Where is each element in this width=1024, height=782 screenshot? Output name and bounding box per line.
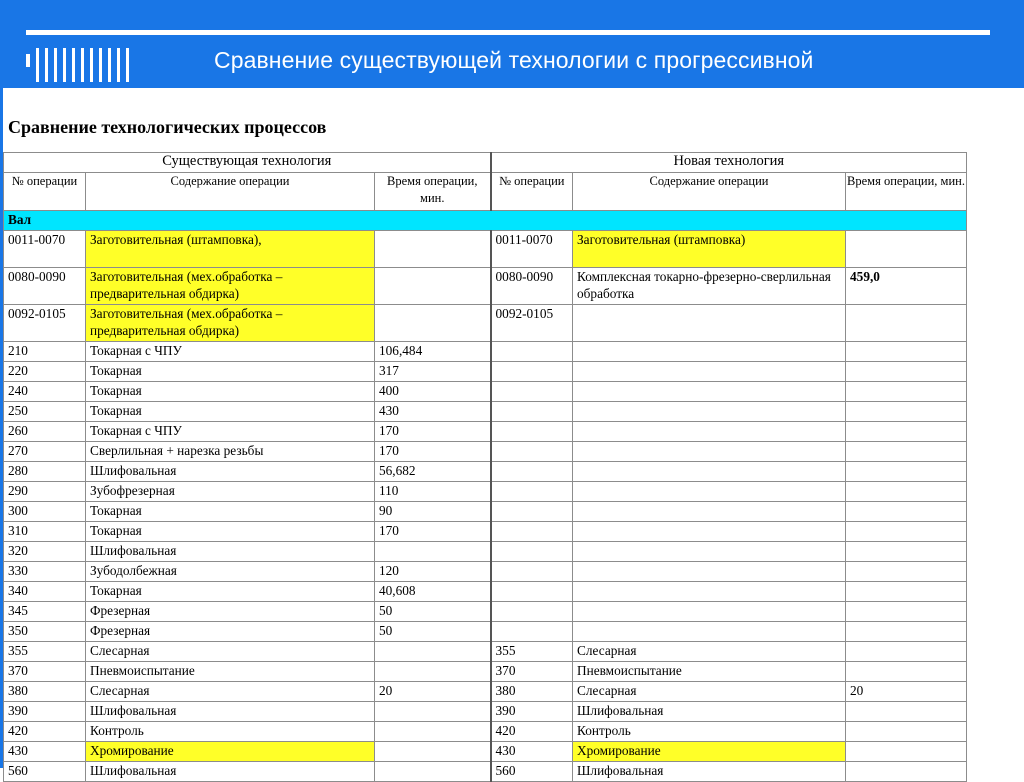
left-op-no: 430 xyxy=(4,742,86,762)
right-op-time xyxy=(846,502,967,522)
left-op-content: Сверлильная + нарезка резьбы xyxy=(86,442,375,462)
right-op-content xyxy=(573,622,846,642)
right-op-time xyxy=(846,342,967,362)
left-op-time: 50 xyxy=(375,622,491,642)
right-op-content: Пневмоиспытание xyxy=(573,662,846,682)
right-op-content xyxy=(573,482,846,502)
left-op-time xyxy=(375,702,491,722)
left-op-content: Слесарная xyxy=(86,642,375,662)
right-op-content xyxy=(573,462,846,482)
left-op-no: 355 xyxy=(4,642,86,662)
left-op-no: 280 xyxy=(4,462,86,482)
right-op-no: 380 xyxy=(491,682,573,702)
left-op-content: Токарная xyxy=(86,582,375,602)
left-op-content: Заготовительная (мех.обработка – предварительная обдирка) xyxy=(86,268,375,305)
right-op-no: 430 xyxy=(491,742,573,762)
right-op-content xyxy=(573,582,846,602)
left-op-content: Хромирование xyxy=(86,742,375,762)
right-op-time xyxy=(846,582,967,602)
left-op-time: 50 xyxy=(375,602,491,622)
left-op-content: Токарная xyxy=(86,502,375,522)
right-op-content: Слесарная xyxy=(573,642,846,662)
left-op-content: Шлифовальная xyxy=(86,702,375,722)
left-op-content: Фрезерная xyxy=(86,622,375,642)
left-op-no: 210 xyxy=(4,342,86,362)
right-op-no xyxy=(491,342,573,362)
left-op-time xyxy=(375,762,491,782)
table-row xyxy=(4,462,967,482)
group-label: Вал xyxy=(4,211,967,231)
right-op-time xyxy=(846,642,967,662)
right-op-time xyxy=(846,702,967,722)
table-row xyxy=(4,542,967,562)
left-op-content: Токарная xyxy=(86,522,375,542)
left-op-content: Заготовительная (мех.обработка – предварительная обдирка) xyxy=(86,305,375,342)
left-op-no: 330 xyxy=(4,562,86,582)
right-op-time xyxy=(846,442,967,462)
group-row xyxy=(4,211,967,231)
table-row xyxy=(4,482,967,502)
right-op-content xyxy=(573,562,846,582)
left-op-content: Зубодолбежная xyxy=(86,562,375,582)
left-op-no: 220 xyxy=(4,362,86,382)
right-op-content: Комплексная токарно-фрезерно-сверлильная обработка xyxy=(573,268,846,305)
left-op-content: Токарная xyxy=(86,402,375,422)
right-op-content: Хромирование xyxy=(573,742,846,762)
left-op-no: 250 xyxy=(4,402,86,422)
right-op-no xyxy=(491,542,573,562)
col-op-no-left: № операции xyxy=(4,173,86,211)
table-row xyxy=(4,662,967,682)
right-op-no xyxy=(491,562,573,582)
left-op-time: 106,484 xyxy=(375,342,491,362)
right-op-time xyxy=(846,742,967,762)
left-op-content: Шлифовальная xyxy=(86,462,375,482)
left-op-time: 90 xyxy=(375,502,491,522)
right-op-no xyxy=(491,602,573,622)
left-op-time: 170 xyxy=(375,422,491,442)
right-op-content xyxy=(573,422,846,442)
banner-divider xyxy=(26,30,990,35)
left-op-content: Шлифовальная xyxy=(86,762,375,782)
table-row xyxy=(4,422,967,442)
right-op-content: Контроль xyxy=(573,722,846,742)
left-op-no: 350 xyxy=(4,622,86,642)
table-row xyxy=(4,305,967,342)
left-op-time xyxy=(375,722,491,742)
left-op-no: 370 xyxy=(4,662,86,682)
left-op-time: 170 xyxy=(375,522,491,542)
table-row xyxy=(4,562,967,582)
left-op-no: 310 xyxy=(4,522,86,542)
left-op-time: 20 xyxy=(375,682,491,702)
left-op-no: 0011-0070 xyxy=(4,231,86,268)
left-op-no: 340 xyxy=(4,582,86,602)
right-op-content xyxy=(573,382,846,402)
left-op-time xyxy=(375,231,491,268)
col-content-left: Содержание операции xyxy=(86,173,375,211)
table-row xyxy=(4,522,967,542)
left-op-content: Шлифовальная xyxy=(86,542,375,562)
table-row xyxy=(4,502,967,522)
left-op-no: 345 xyxy=(4,602,86,622)
table-row xyxy=(4,268,967,305)
left-op-time: 120 xyxy=(375,562,491,582)
left-op-content: Фрезерная xyxy=(86,602,375,622)
right-op-time xyxy=(846,602,967,622)
right-op-content xyxy=(573,342,846,362)
left-op-content: Токарная xyxy=(86,362,375,382)
table-row xyxy=(4,342,967,362)
right-op-time xyxy=(846,542,967,562)
table-row xyxy=(4,762,967,782)
left-op-time: 110 xyxy=(375,482,491,502)
table-row xyxy=(4,402,967,422)
right-op-time xyxy=(846,422,967,442)
right-op-no xyxy=(491,622,573,642)
left-op-time: 56,682 xyxy=(375,462,491,482)
left-op-time xyxy=(375,268,491,305)
right-op-time xyxy=(846,622,967,642)
right-op-no: 560 xyxy=(491,762,573,782)
left-op-time xyxy=(375,662,491,682)
table-row xyxy=(4,622,967,642)
left-op-content: Токарная xyxy=(86,382,375,402)
left-op-no: 420 xyxy=(4,722,86,742)
right-op-time: 459,0 xyxy=(846,268,967,305)
left-op-no: 560 xyxy=(4,762,86,782)
right-op-content: Заготовительная (штамповка) xyxy=(573,231,846,268)
left-op-no: 260 xyxy=(4,422,86,442)
right-op-content xyxy=(573,522,846,542)
right-op-time xyxy=(846,305,967,342)
table-row xyxy=(4,442,967,462)
right-op-no: 420 xyxy=(491,722,573,742)
right-op-no xyxy=(491,502,573,522)
left-op-time xyxy=(375,642,491,662)
col-time-left: Время операции, мин. xyxy=(375,173,491,211)
right-op-content xyxy=(573,362,846,382)
right-op-no: 370 xyxy=(491,662,573,682)
comparison-table xyxy=(3,152,967,782)
right-op-no xyxy=(491,362,573,382)
left-op-no: 380 xyxy=(4,682,86,702)
table-row xyxy=(4,582,967,602)
right-op-time xyxy=(846,762,967,782)
table-row xyxy=(4,682,967,702)
right-op-no xyxy=(491,442,573,462)
right-op-content xyxy=(573,602,846,622)
slide-title: Сравнение существующей технологии с прогрессивной xyxy=(214,47,814,73)
right-op-no xyxy=(491,582,573,602)
right-op-time xyxy=(846,231,967,268)
right-op-time xyxy=(846,522,967,542)
left-op-content: Токарная с ЧПУ xyxy=(86,422,375,442)
table-row xyxy=(4,602,967,622)
table-row xyxy=(4,742,967,762)
left-op-no: 290 xyxy=(4,482,86,502)
right-op-no: 355 xyxy=(491,642,573,662)
left-op-no: 0080-0090 xyxy=(4,268,86,305)
table-row xyxy=(4,382,967,402)
table-row xyxy=(4,362,967,382)
right-op-content xyxy=(573,502,846,522)
table-row xyxy=(4,722,967,742)
col-time-right: Время операции, мин. xyxy=(846,173,967,211)
left-op-no: 270 xyxy=(4,442,86,462)
left-op-time xyxy=(375,305,491,342)
left-op-time: 40,608 xyxy=(375,582,491,602)
right-op-no: 390 xyxy=(491,702,573,722)
table-row xyxy=(4,231,967,268)
right-op-time xyxy=(846,562,967,582)
right-op-content xyxy=(573,542,846,562)
right-op-no: 0080-0090 xyxy=(491,268,573,305)
left-op-time: 430 xyxy=(375,402,491,422)
right-op-no xyxy=(491,482,573,502)
right-op-time xyxy=(846,462,967,482)
new-tech-header: Новая технология xyxy=(491,153,967,173)
barcode-logo-icon xyxy=(26,48,146,82)
left-op-time xyxy=(375,542,491,562)
right-op-time xyxy=(846,402,967,422)
right-op-no: 0011-0070 xyxy=(491,231,573,268)
right-op-content xyxy=(573,442,846,462)
right-op-content: Слесарная xyxy=(573,682,846,702)
right-op-no xyxy=(491,422,573,442)
right-op-no xyxy=(491,522,573,542)
left-op-time: 317 xyxy=(375,362,491,382)
col-op-no-right: № операции xyxy=(491,173,573,211)
document-title: Сравнение технологических процессов xyxy=(8,117,327,137)
right-op-time: 20 xyxy=(846,682,967,702)
right-op-content: Шлифовальная xyxy=(573,702,846,722)
left-op-content: Слесарная xyxy=(86,682,375,702)
right-op-content: Шлифовальная xyxy=(573,762,846,782)
left-op-no: 390 xyxy=(4,702,86,722)
right-op-no xyxy=(491,402,573,422)
existing-tech-header: Существующая технология xyxy=(4,153,491,173)
right-op-time xyxy=(846,482,967,502)
right-op-content xyxy=(573,305,846,342)
right-op-time xyxy=(846,382,967,402)
left-op-no: 300 xyxy=(4,502,86,522)
left-op-content: Токарная с ЧПУ xyxy=(86,342,375,362)
right-op-time xyxy=(846,722,967,742)
right-op-no: 0092-0105 xyxy=(491,305,573,342)
right-op-no xyxy=(491,382,573,402)
right-op-time xyxy=(846,662,967,682)
right-op-no xyxy=(491,462,573,482)
right-op-time xyxy=(846,362,967,382)
table-row xyxy=(4,702,967,722)
right-op-content xyxy=(573,402,846,422)
left-op-no: 0092-0105 xyxy=(4,305,86,342)
left-op-no: 240 xyxy=(4,382,86,402)
table-row xyxy=(4,642,967,662)
left-op-content: Зубофрезерная xyxy=(86,482,375,502)
left-op-content: Пневмоиспытание xyxy=(86,662,375,682)
left-op-no: 320 xyxy=(4,542,86,562)
left-op-time xyxy=(375,742,491,762)
left-op-time: 170 xyxy=(375,442,491,462)
left-op-time: 400 xyxy=(375,382,491,402)
col-content-right: Содержание операции xyxy=(573,173,846,211)
title-banner xyxy=(0,0,1024,88)
left-op-content: Контроль xyxy=(86,722,375,742)
left-op-content: Заготовительная (штамповка), xyxy=(86,231,375,268)
